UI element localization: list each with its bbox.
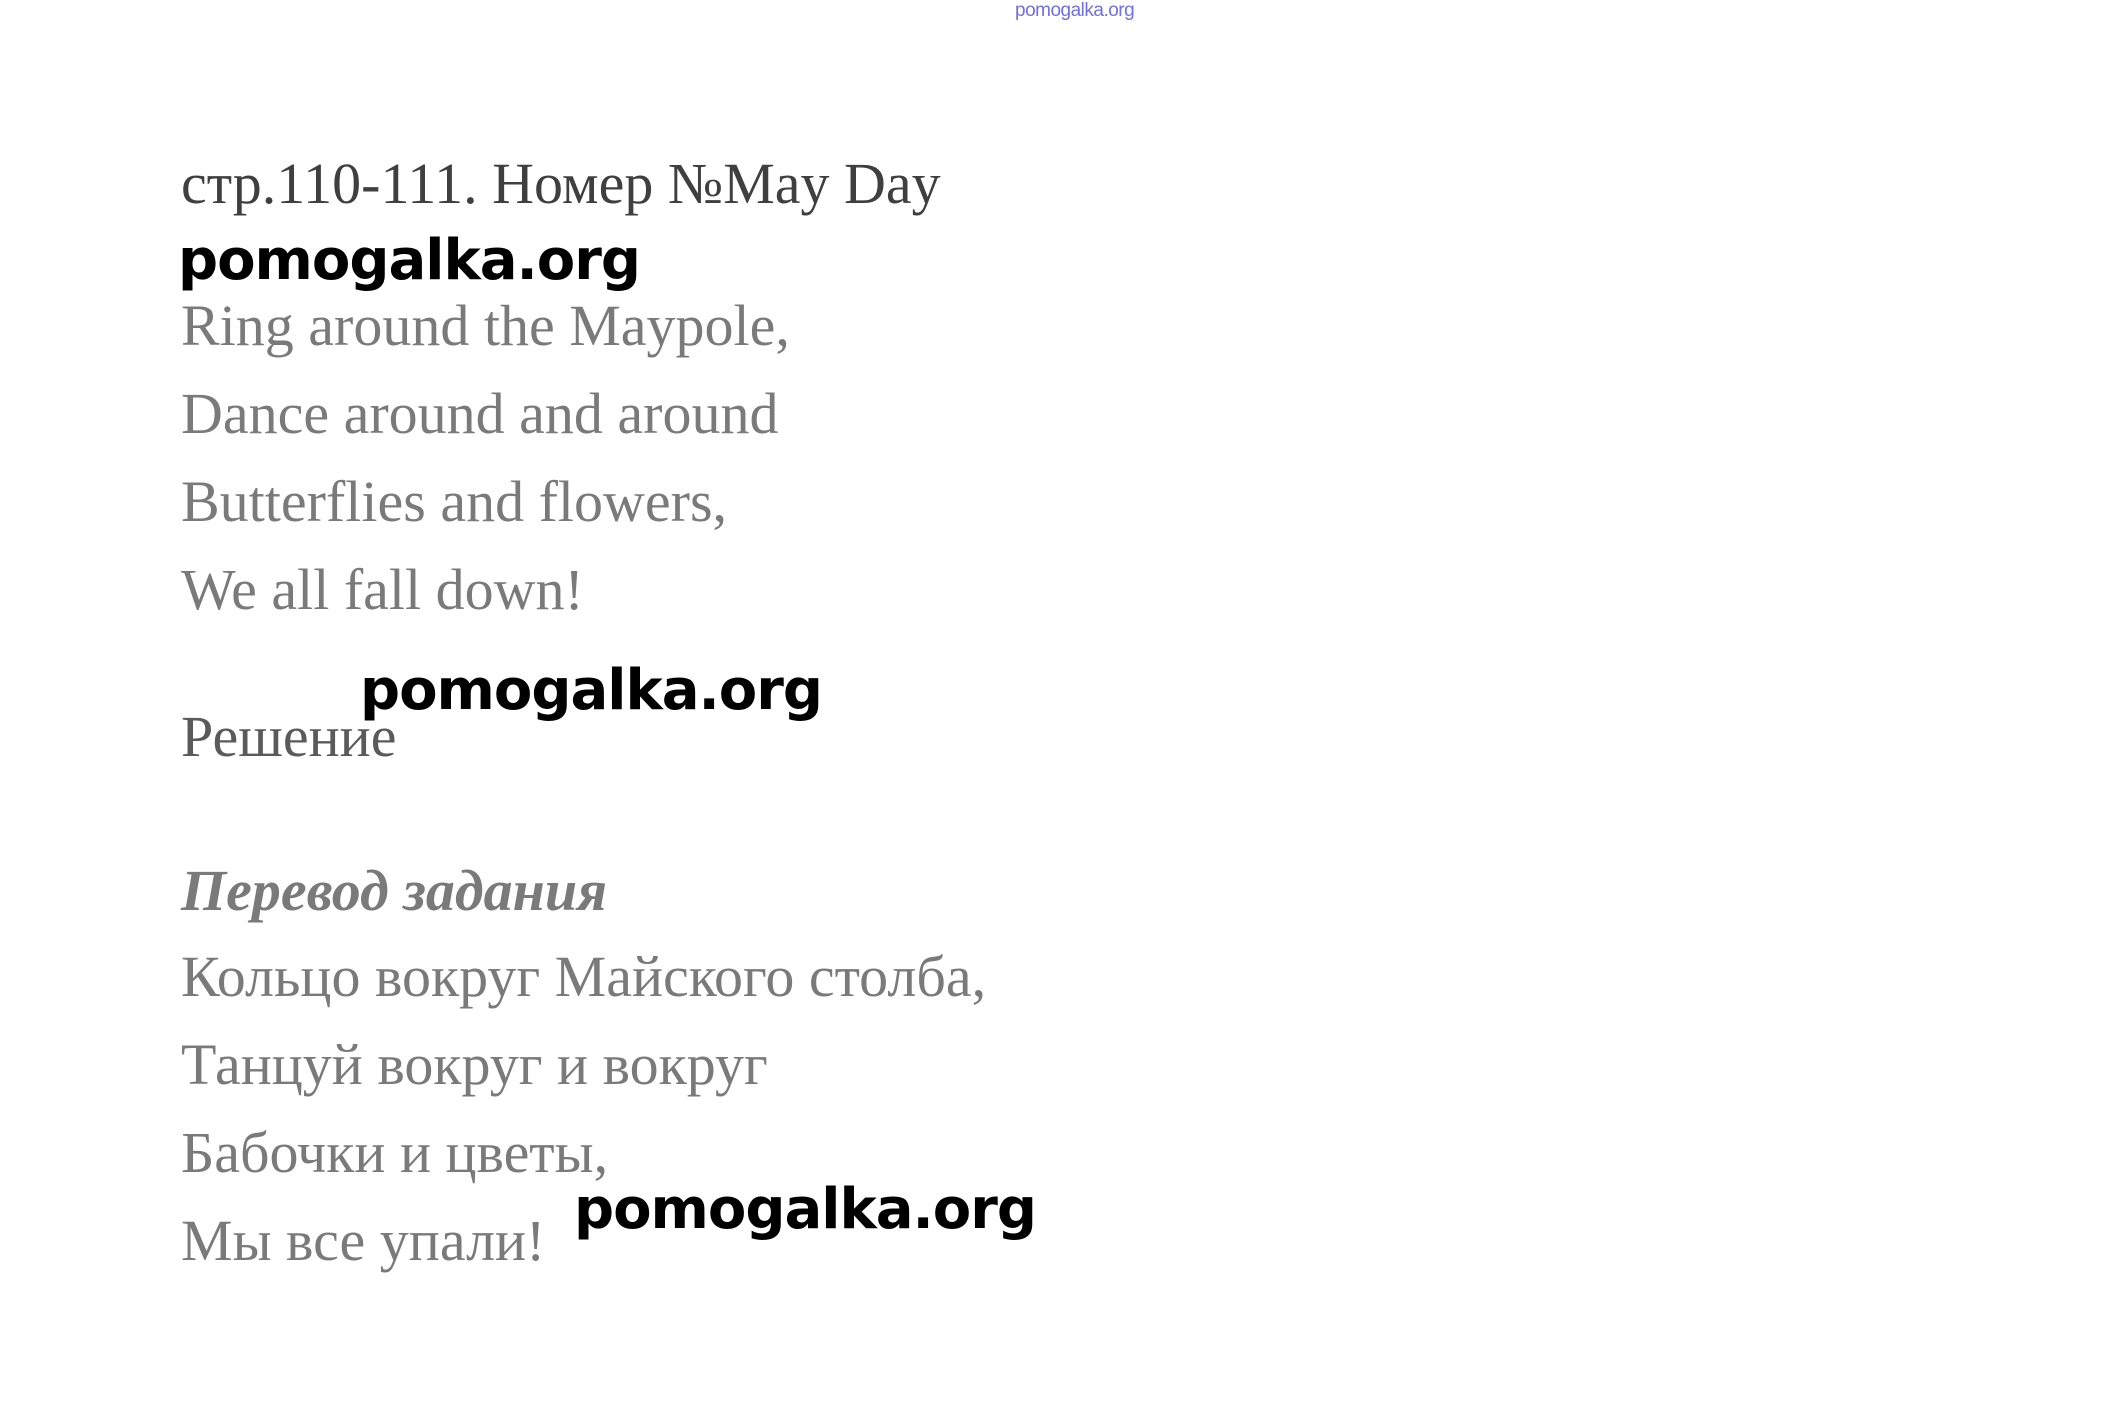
poem-ru-line-2: Танцуй вокруг и вокруг [181,1032,768,1097]
poem-en-line-2: Dance around and around [181,381,779,446]
poem-en-line-1: Ring around the Maypole, [181,293,790,358]
site-link[interactable]: pomogalka.org [1015,0,1135,21]
solution-label: Решение [181,704,397,769]
poem-ru-line-4: Мы все упали! [181,1208,546,1273]
poem-en-line-3: Butterflies and flowers, [181,469,728,534]
watermark-1: pomogalka.org [178,228,640,293]
translation-heading: Перевод задания [181,858,607,923]
page-title: стр.110-111. Номер №May Day [181,151,941,216]
watermark-2: pomogalka.org [360,658,822,723]
poem-en-line-4: We all fall down! [181,557,584,622]
poem-ru-line-3: Бабочки и цветы, [181,1120,609,1185]
watermark-3: pomogalka.org [574,1177,1036,1242]
poem-ru-line-1: Кольцо вокруг Майского столба, [181,944,987,1009]
